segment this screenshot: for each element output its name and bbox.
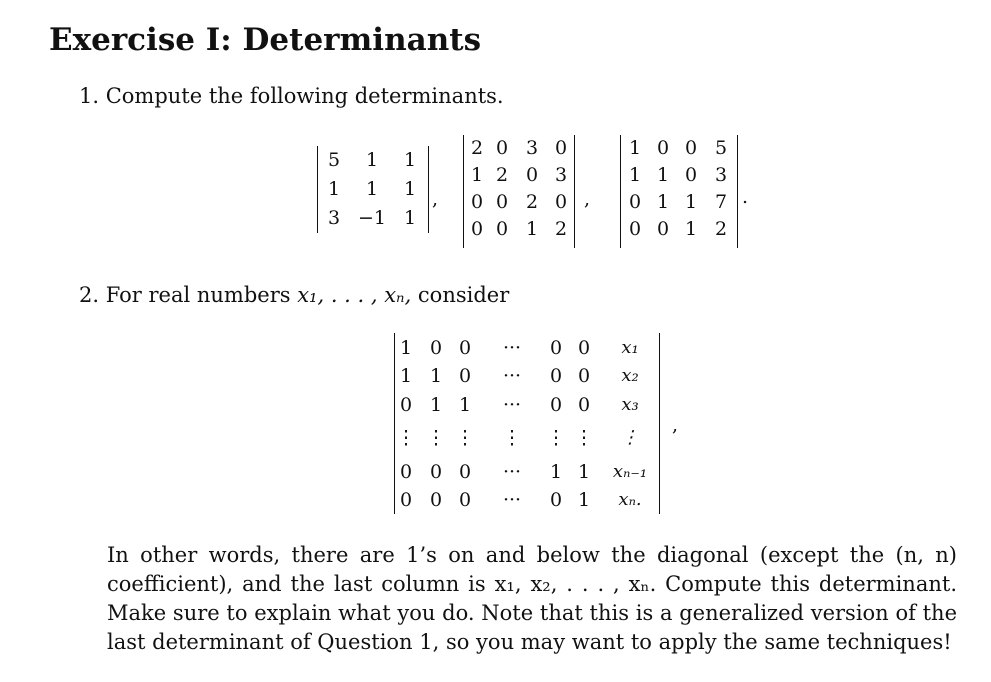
det-left-bar: [463, 135, 464, 248]
matrix-entry: ⋮: [574, 427, 594, 449]
matrix-entry: ⋮: [426, 427, 446, 449]
matrix-entry: 0: [628, 218, 642, 240]
matrix-entry: 0: [470, 191, 484, 213]
question-2-label: [79, 283, 509, 307]
matrix-entry: 0: [470, 218, 484, 240]
matrix-entry: 0: [554, 137, 568, 159]
matrix-entry: xₙ₋₁: [612, 461, 648, 482]
matrix-entry: ⋮: [502, 427, 522, 449]
matrix-entry: ⋮: [455, 427, 475, 449]
matrix-entry: 0: [656, 137, 670, 159]
matrix-entry: 0: [656, 218, 670, 240]
matrix-entry: ⋮: [546, 427, 566, 449]
matrix-entry: 1: [327, 178, 341, 200]
matrix-entry: 1: [628, 164, 642, 186]
q2-label-suffix: consider: [411, 283, 510, 307]
matrix-entry: ···: [502, 337, 522, 359]
determinant-4x4-second: [620, 135, 738, 248]
general-determinant: [394, 333, 660, 514]
matrix-entry: ···: [502, 394, 522, 416]
det-left-bar: [317, 146, 318, 233]
matrix-entry: x₂: [621, 365, 639, 386]
separator-comma: ,: [584, 188, 591, 210]
matrix-entry: 1: [577, 461, 591, 483]
matrix-entry: 0: [549, 337, 563, 359]
matrix-entry: 1: [399, 337, 413, 359]
matrix-entry: 3: [714, 164, 728, 186]
det-right-bar: [574, 135, 575, 248]
matrix-entry: x₁: [621, 337, 639, 358]
matrix-entry: 0: [684, 164, 698, 186]
matrix-entry: ···: [502, 461, 522, 483]
determinant-3x3: [317, 146, 429, 233]
matrix-entry: 5: [327, 149, 341, 171]
matrix-entry: 0: [525, 164, 539, 186]
matrix-entry: 0: [549, 394, 563, 416]
matrix-entry: 0: [577, 365, 591, 387]
matrix-entry: 2: [525, 191, 539, 213]
matrix-entry: 1: [365, 178, 379, 200]
matrix-entry: ⋮: [621, 427, 639, 448]
matrix-entry: 2: [554, 218, 568, 240]
matrix-entry: ···: [502, 365, 522, 387]
matrix-entry: 1: [470, 164, 484, 186]
matrix-entry: 1: [684, 218, 698, 240]
matrix-entry: 0: [549, 365, 563, 387]
matrix-entry: 1: [628, 137, 642, 159]
matrix-entry: ···: [502, 489, 522, 511]
det-right-bar: [659, 333, 660, 514]
matrix-entry: 1: [577, 489, 591, 511]
matrix-entry: 1: [458, 394, 472, 416]
matrix-entry: 1: [403, 178, 417, 200]
matrix-entry: x₃: [621, 394, 639, 415]
matrix-entry: 1: [403, 149, 417, 171]
determinant-4x4-first: [463, 135, 575, 248]
matrix-entry: 1: [656, 191, 670, 213]
matrix-entry: 0: [495, 137, 509, 159]
matrix-entry: 0: [628, 191, 642, 213]
matrix-entry: ⋮: [396, 427, 416, 449]
matrix-entry: 0: [429, 461, 443, 483]
matrix-entry: 0: [577, 337, 591, 359]
exercise-title: Exercise I: Determinants: [49, 22, 482, 58]
det-right-bar: [428, 146, 429, 233]
matrix-entry: 5: [714, 137, 728, 159]
matrix-entry: 1: [656, 164, 670, 186]
matrix-entry: 7: [714, 191, 728, 213]
matrix-entry: 2: [714, 218, 728, 240]
matrix-entry: 3: [327, 207, 341, 229]
det-left-bar: [620, 135, 621, 248]
matrix-entry: 0: [458, 489, 472, 511]
matrix-entry: 3: [554, 164, 568, 186]
matrix-entry: 1: [399, 365, 413, 387]
matrix-entry: 1: [403, 207, 417, 229]
question-1-label: 1. Compute the following determinants.: [79, 84, 504, 108]
q2-label-prefix: 2. For real numbers: [79, 283, 298, 307]
matrix-entry: 0: [429, 337, 443, 359]
q2-label-math: x₁, . . . , xₙ,: [297, 283, 412, 307]
matrix-entry: 2: [495, 164, 509, 186]
matrix-entry: 0: [577, 394, 591, 416]
det-right-bar: [737, 135, 738, 248]
matrix-entry: 2: [470, 137, 484, 159]
matrix-entry: 3: [525, 137, 539, 159]
matrix-entry: 0: [399, 489, 413, 511]
matrix-entry: 0: [554, 191, 568, 213]
matrix-entry: 1: [365, 149, 379, 171]
question-2-paragraph: In other words, there are 1’s on and below the diagonal (except the (n, n) coefficient), and the last column is x₁, x₂, . . . , xₙ. Compute this determinant. Make sure to explain what you do. Note that this is a generalized version of the last determinant of Question 1, so you may want to apply the same techniques!: [107, 543, 957, 654]
end-period: .: [742, 186, 749, 208]
matrix-entry: 1: [525, 218, 539, 240]
matrix-entry: 0: [549, 489, 563, 511]
matrix-entry: 1: [549, 461, 563, 483]
matrix-entry: xₙ.: [618, 489, 642, 510]
matrix-entry: 0: [429, 489, 443, 511]
matrix-entry: 1: [429, 394, 443, 416]
matrix-entry: 1: [684, 191, 698, 213]
trailing-comma: ,: [672, 414, 679, 436]
matrix-entry: 0: [495, 191, 509, 213]
matrix-entry: 0: [458, 337, 472, 359]
matrix-entry: 1: [429, 365, 443, 387]
matrix-entry: 0: [399, 394, 413, 416]
matrix-entry: −1: [357, 207, 387, 229]
matrix-entry: 0: [399, 461, 413, 483]
matrix-entry: 0: [684, 137, 698, 159]
matrix-entry: 0: [458, 461, 472, 483]
separator-comma: ,: [432, 188, 439, 210]
det-left-bar: [394, 333, 395, 514]
matrix-entry: 0: [458, 365, 472, 387]
matrix-entry: 0: [495, 218, 509, 240]
